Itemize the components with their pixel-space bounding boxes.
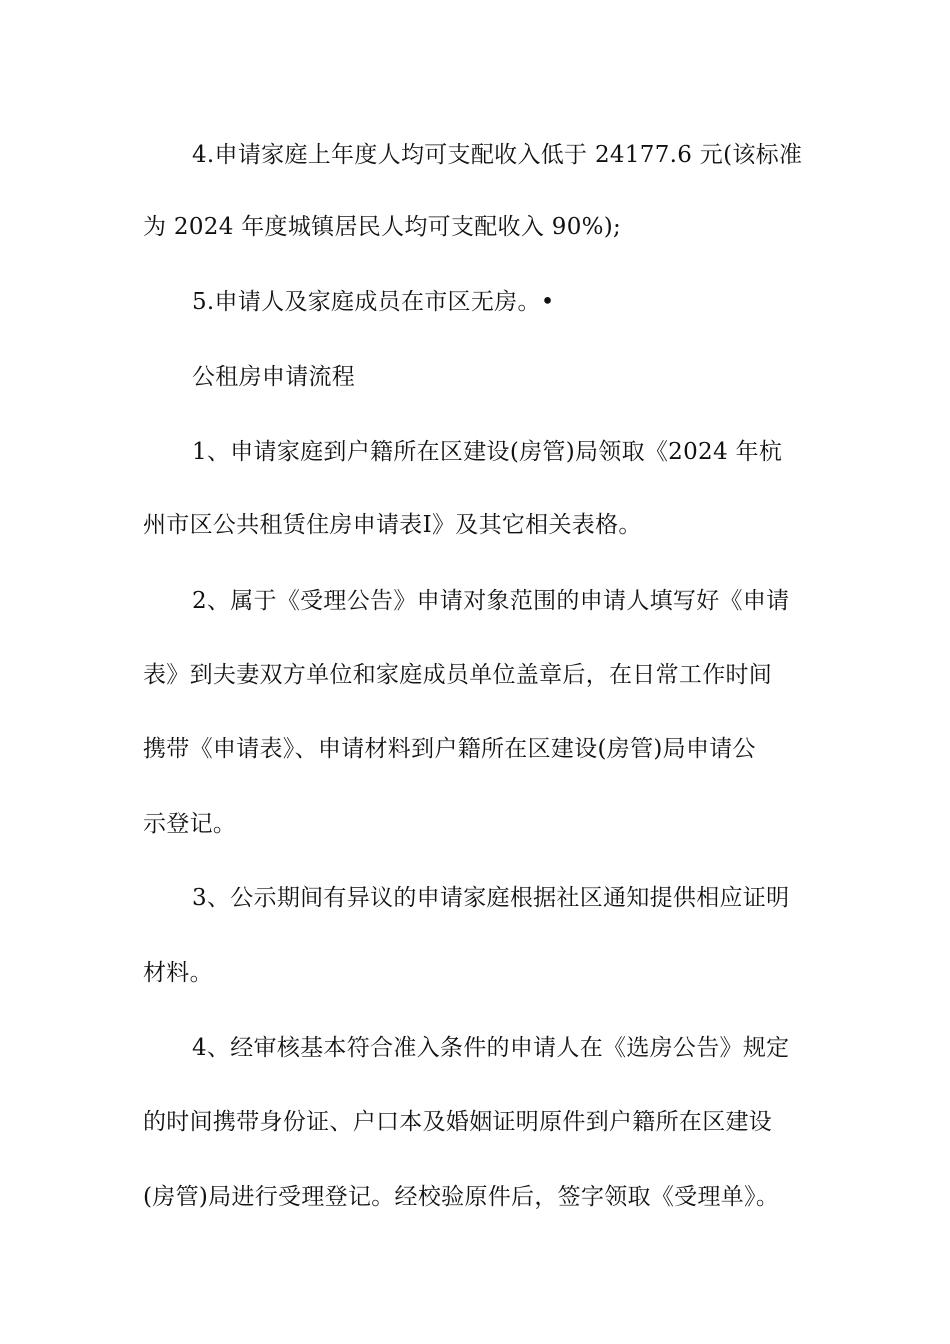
step-2-line-3: 携带《申请表》、申请材料到户籍所在区建设(房管)局申请公 bbox=[143, 736, 756, 762]
step-2-line-2: 表》到夫妻双方单位和家庭成员单位盖章后，在日常工作时间 bbox=[143, 662, 773, 688]
step-3-line-1: 3、公示期间有异议的申请家庭根据社区通知提供相应证明 bbox=[192, 885, 790, 911]
step-4-line-3: (房管)局进行受理登记。经校验原件后，签字领取《受理单》。 bbox=[143, 1184, 780, 1210]
step-2-line-1: 2、属于《受理公告》申请对象范围的申请人填写好《申请 bbox=[192, 588, 790, 614]
step-1-line-2: 州市区公共租赁住房申请表Ⅰ》及其它相关表格。 bbox=[143, 512, 642, 538]
step-2-line-4: 示登记。 bbox=[143, 811, 237, 837]
step-3-line-2: 材料。 bbox=[143, 960, 213, 986]
step-4-line-2: 的时间携带身份证、户口本及婚姻证明原件到户籍所在区建设 bbox=[143, 1109, 773, 1135]
section-heading: 公租房申请流程 bbox=[192, 364, 356, 390]
criterion-4-line-1: 4.申请家庭上年度人均可支配收入低于 24177.6 元(该标准 bbox=[192, 142, 803, 168]
step-1-line-1: 1、申请家庭到户籍所在区建设(房管)局领取《2024 年杭 bbox=[192, 439, 783, 465]
criterion-5-line: 5.申请人及家庭成员在市区无房。• bbox=[192, 289, 555, 315]
step-4-line-1: 4、经审核基本符合准入条件的申请人在《选房公告》规定 bbox=[192, 1035, 790, 1061]
criterion-4-line-2: 为 2024 年度城镇居民人均可支配收入 90%); bbox=[143, 214, 622, 240]
